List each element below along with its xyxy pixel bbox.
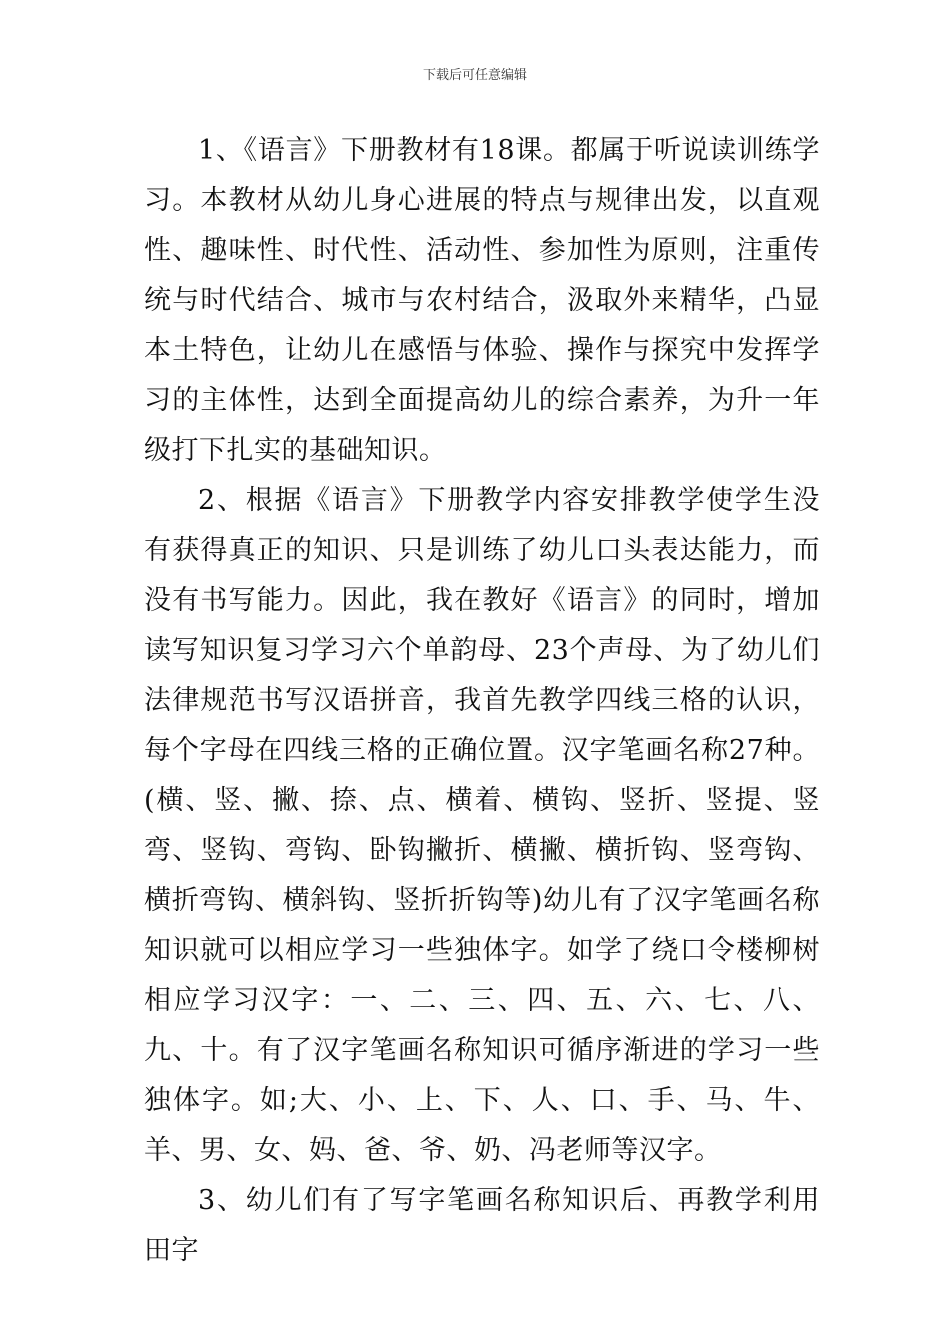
paragraph-3: 3、幼儿们有了写字笔画名称知识后、再教学利用田字 (144, 1185, 820, 1266)
paragraph-2: 2、根据《语言》下册教学内容安排教学使学生没有获得真正的知识、只是训练了幼儿口头表达能力，而没有书写能力。因此，我在教好《语言》的同时，增加读写知识复习学习六个单韵母、23个声母、为了幼儿们法律规范书写汉语拼音，我首先教学四线三格的认识，每个字母在四线三格的正确位置。汉字笔画名称27种。(横、竖、撇、捺、点、横着、横钩、竖折、竖提、竖弯、竖钩、弯钩、卧钩撇折、横撇、横折钩、竖弯钩、横折弯钩、横斜钩、竖折折钩等)幼儿有了汉字笔画名称知识就可以相应学习一些独体字。如学了绕口令楼柳树相应学习汉字：一、二、三、四、五、六、七、八、九、十。有了汉字笔画名称知识可循序渐进的学习一些独体字。如;大、小、上、下、人、口、手、马、牛、羊、男、女、妈、爸、爷、奶、冯老师等汉字。 (144, 485, 820, 1166)
page-header: 下载后可任意编辑 (422, 68, 527, 83)
document-body (144, 126, 820, 1276)
paragraph-1: 1、《语言》下册教材有18课。都属于听说读训练学习。本教材从幼儿身心进展的特点与规律出发，以直观性、趣味性、时代性、活动性、参加性为原则，注重传统与时代结合、城市与农村结合，汲取外来精华，凸显本土特色，让幼儿在感悟与体验、操作与探究中发挥学习的主体性，达到全面提高幼儿的综合素养，为升一年级打下扎实的基础知识。 (144, 135, 820, 466)
